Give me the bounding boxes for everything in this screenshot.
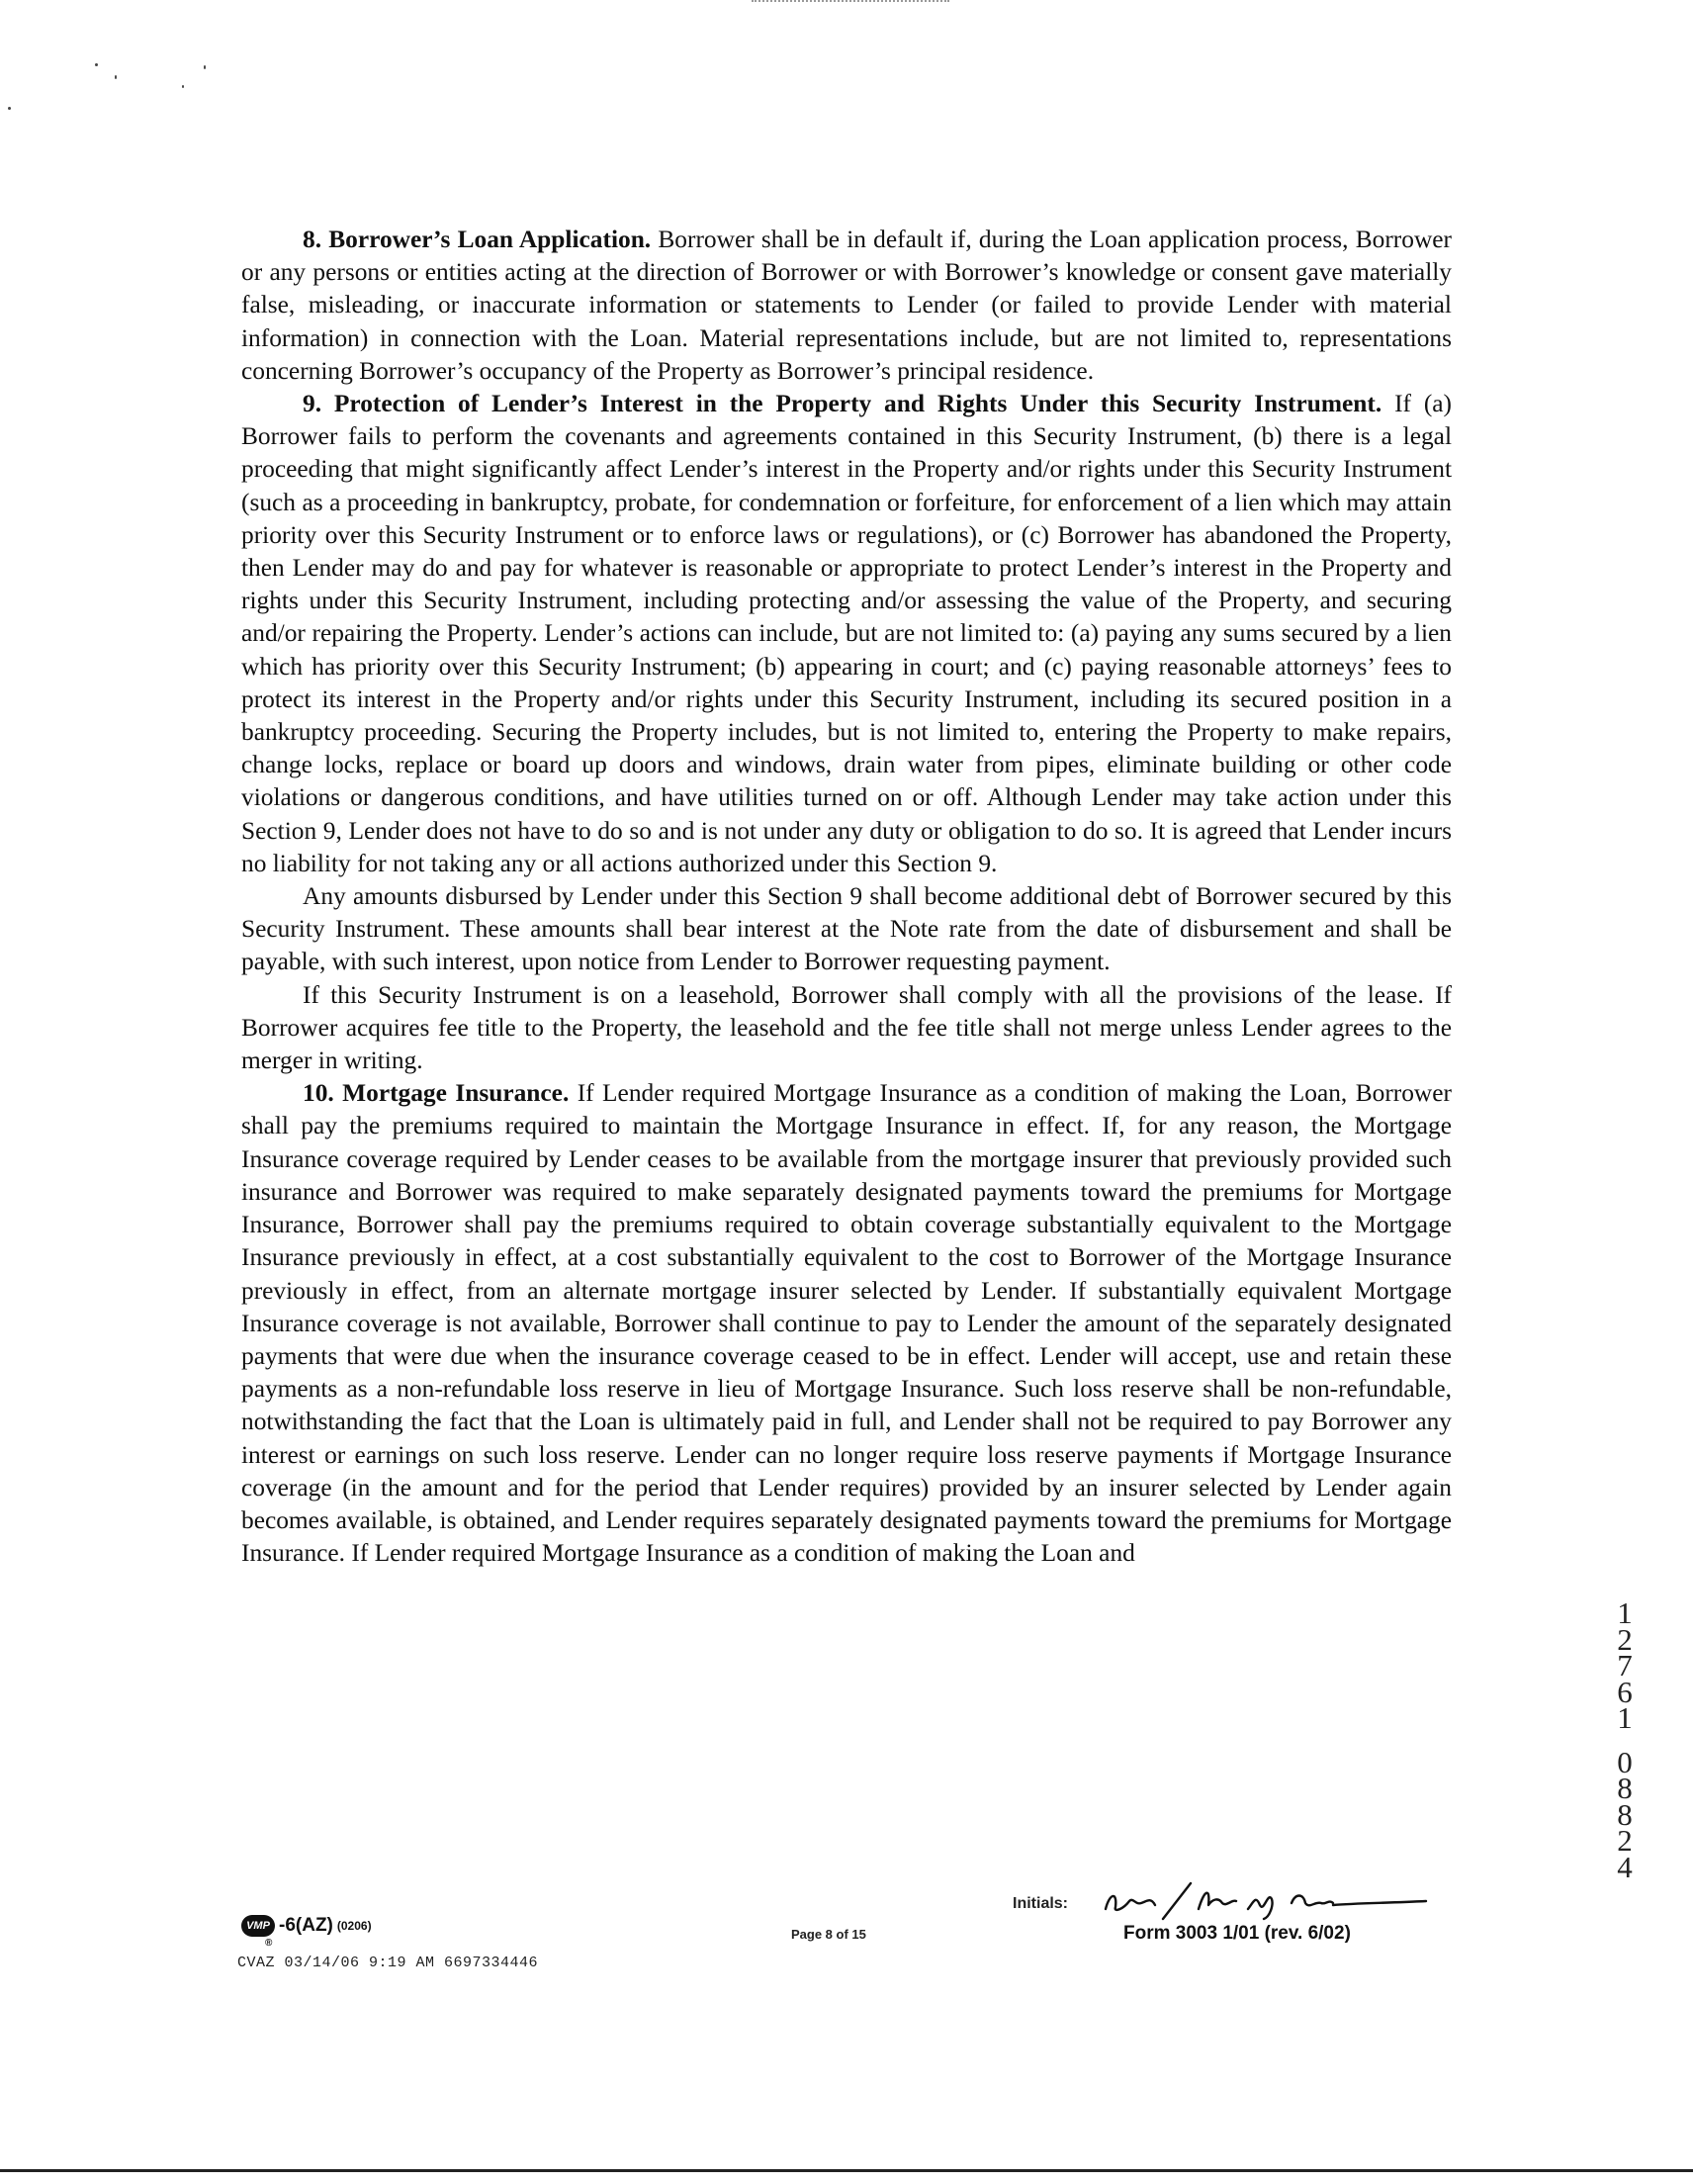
section-10-heading: 10. Mortgage Insurance. [303, 1079, 570, 1108]
vmp-logo [241, 1915, 275, 1949]
scan-speck [204, 65, 206, 69]
section-8-heading: 8. Borrower’s Loan Application. [303, 226, 652, 253]
scan-speck [115, 75, 117, 79]
section-9-leasehold-text: If this Security Instrument is on a leasehold, Borrower shall comply with all the provisions of the lease. If Borrower acquires fee title to the Property, the leasehold and the fee title shall not merge unless Lender agrees to the merger in writing. [241, 980, 1452, 1075]
scan-speck [8, 107, 11, 110]
section-9-amounts-text: Any amounts disbursed by Lender under this Section 9 shall become additional debt of Borrower secured by this Security Instrument. These amounts shall bear interest at the Note rate from the date of disbursement and shall be payable, with such interest, upon notice from Lender to Borrower requesting payment. [241, 882, 1452, 976]
section-9-amounts-paragraph [241, 880, 1452, 979]
scan-bottom-edge [0, 2169, 1693, 2172]
section-8-text: Borrower shall be in default if, during the Loan application process, Borrower or any persons or entities acting at the direction of Borrower or with Borrower’s knowledge or consent gave materially false, misleading, or inaccurate information or statements to Lender (or failed to provide Lender with material information) in connection with the Loan. Material representations include, but are not limited to, representations concerning Borrower’s occupancy of the Property as Borrower’s principal residence. [241, 226, 1453, 385]
fax-stamp: CVAZ 03/14/06 9:19 AM 6697334446 [237, 1955, 539, 1971]
stamp-digit: 4 [1617, 1849, 1633, 1884]
body-text [241, 224, 1452, 1570]
stamp-digit: 2 [1617, 1621, 1633, 1657]
scan-speck [95, 63, 98, 66]
stamp-digit: 0 [1617, 1744, 1633, 1779]
stamp-digit: 8 [1617, 1796, 1633, 1832]
scan-speck [182, 85, 184, 88]
scan-top-mark [752, 0, 949, 4]
section-9-paragraph [241, 388, 1452, 880]
vmp-logo-text: VMP [246, 1920, 270, 1932]
stamp-digit: 8 [1617, 1771, 1633, 1805]
stamp-digit: 1 [1617, 1595, 1633, 1630]
form-code: -6(AZ) [279, 1915, 333, 1936]
section-9-leasehold-paragraph [241, 979, 1452, 1078]
section-9-text: If (a) Borrower fails to perform the covenants and agreements contained in this Security Instrument, (b) there is a legal proceeding that might significantly affect Lender’s interest in the Property and/or rights under this Security Instrument (such as a proceeding in bankruptcy, probate, for condemnation or forfeiture, for enforcement of a lien which may attain priority over this Security Instrument or to enforce laws or regulations), or (c) Borrower has abandoned the Property, then Lender may do and pay for whatever is reasonable or appropriate to protect Lender’s interest in the Property and rights under this Security Instrument, including protecting and/or assessing the value of the Property, and securing and/or repairing the Property. Lender’s actions can include, but are not limited to: (a) paying any sums secured by a lien which has priority over this Security Instrument; (b) appearing in court; and (c) paying reasonable attorneys’ fees to protect its interest in the Property and/or rights under this Security Instrument, including its secured position in a bankruptcy proceeding. Securing the Property includes, but is not limited to, entering the Property to make repairs, change locks, replace or board up doors and windows, drain water from pipes, eliminate building or other code violations or dangerous conditions, and have utilities turned on or off. Although Lender may take action under this Section 9, Lender does not have to do so and is not under any duty or obligation to do so. It is agreed that Lender incurs no liability for not taking any or all actions authorized under this Section 9. [241, 390, 1452, 877]
stamp-digit: 7 [1617, 1648, 1633, 1683]
handwritten-initials [1100, 1879, 1436, 1923]
stamp-digit: 6 [1617, 1674, 1633, 1709]
form-identifier [241, 1915, 372, 1949]
initials-block [1013, 1883, 1468, 1923]
page-number: Page 8 of 15 [791, 1927, 866, 1942]
registered-mark: ® [265, 1938, 273, 1949]
section-10-paragraph [241, 1077, 1452, 1570]
section-9-heading: 9. Protection of Lender’s Interest in the Property and Rights Under this Security Instrument. [303, 390, 1382, 418]
form-sub-code: (0206) [336, 1919, 372, 1933]
stamp-digit: 1 [1617, 1700, 1633, 1735]
section-10-text: If Lender required Mortgage Insurance as a condition of making the Loan, Borrower shall pay the premiums required to maintain the Mortgage Insurance in effect. If, for any reason, the Mortgage Insurance coverage required by Lender ceases to be available from the mortgage insurer that previously provided such insurance and Borrower was required to make separately designated payments toward the premiums for Mortgage Insurance, Borrower shall pay the premiums required to obtain coverage substantially equivalent to the Mortgage Insurance previously in effect, at a cost substantially equivalent to the cost to Borrower of the Mortgage Insurance previously in effect, from an alternate mortgage insurer selected by Lender. If substantially equivalent Mortgage Insurance coverage is not available, Borrower shall continue to pay to Lender the amount of the separately designated payments that were due when the insurance coverage ceased to be in effect. Lender will accept, use and retain these payments as a non-refundable loss reserve in lieu of Mortgage Insurance. Such loss reserve shall be non-refundable, notwithstanding the fact that the Loan is ultimately paid in full, and Lender shall not be required to pay Borrower any interest or earnings on such loss reserve. Lender can no longer require loss reserve payments if Mortgage Insurance coverage (in the amount and for the period that Lender requires) provided by an insurer selected by Lender again becomes available, is obtained, and Lender requires separately designated payments toward the premiums for Mortgage Insurance. If Lender required Mortgage Insurance as a condition of making the Loan and [241, 1079, 1452, 1568]
stamp-digit: 2 [1617, 1823, 1633, 1858]
recording-number-stamp [1610, 1595, 1640, 1884]
form-number: Form 3003 1/01 (rev. 6/02) [1123, 1923, 1351, 1944]
section-8-paragraph [241, 224, 1452, 388]
initials-label: Initials: [1013, 1895, 1069, 1912]
